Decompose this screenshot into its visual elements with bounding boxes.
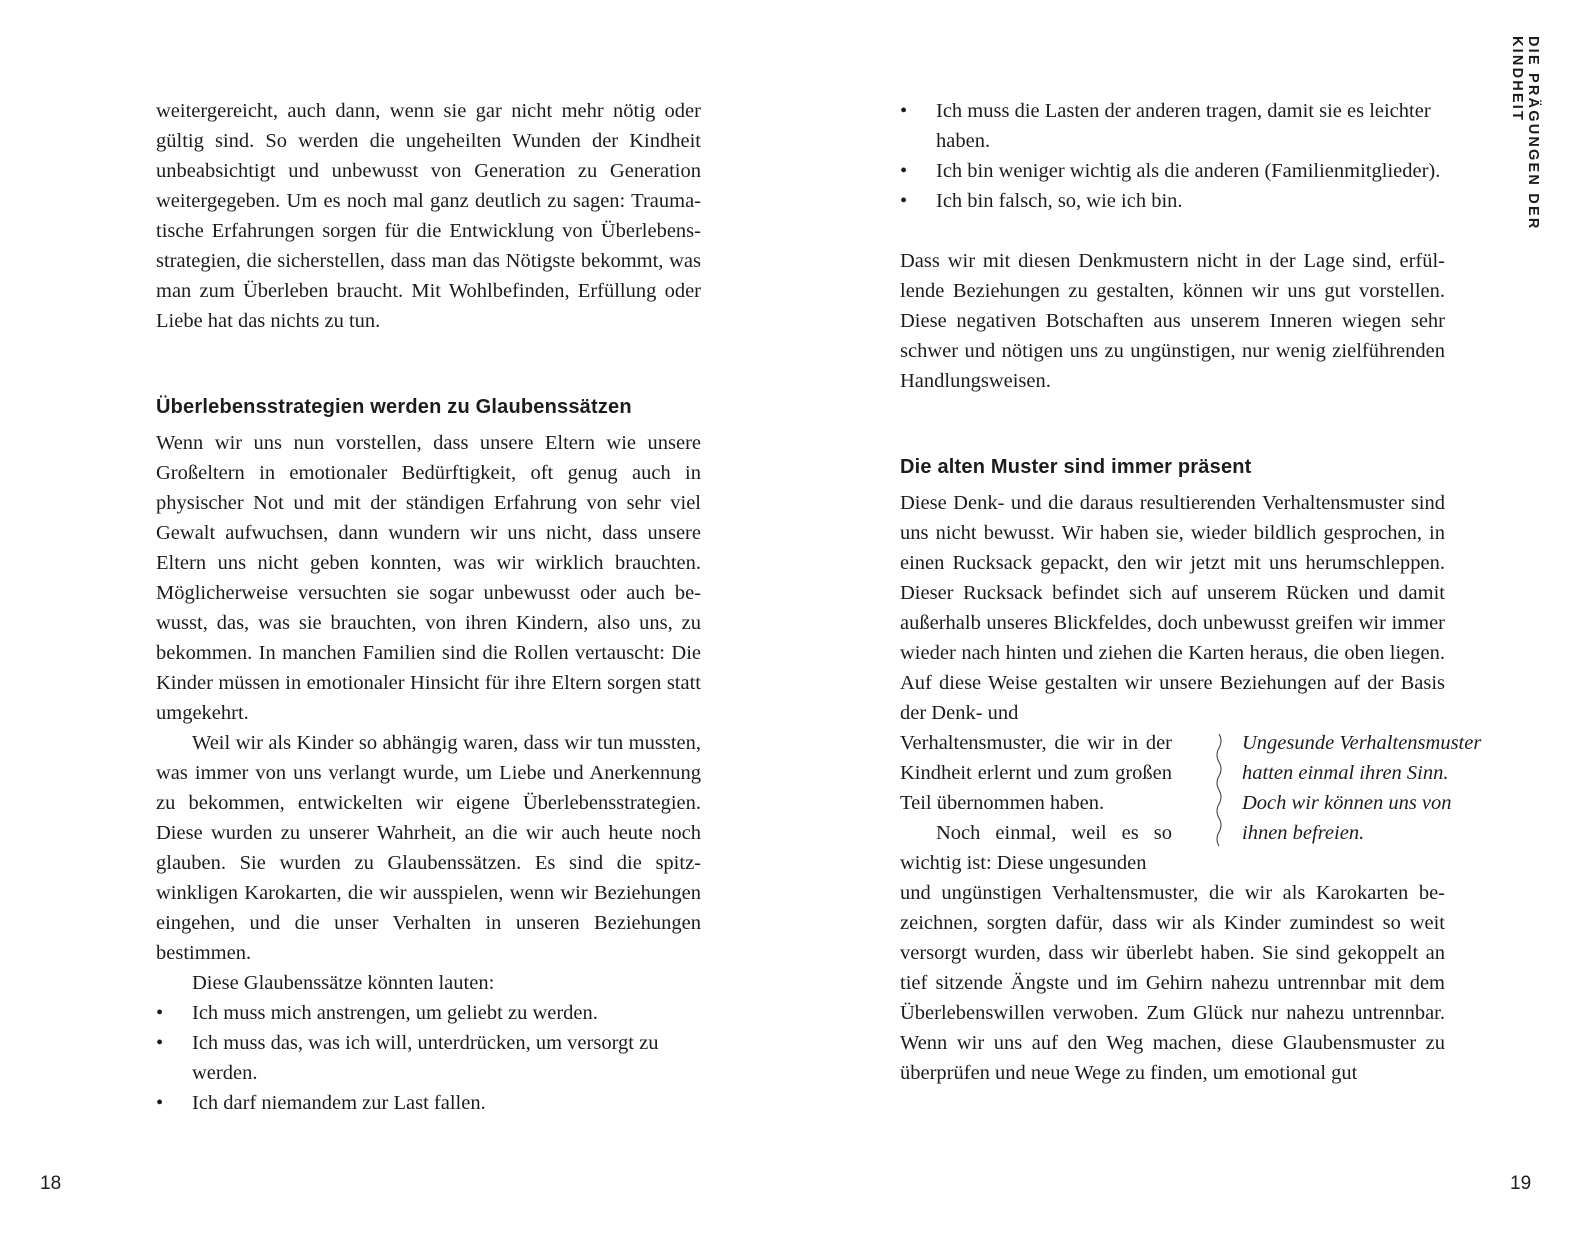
list-item: • Ich muss mich anstrengen, um geliebt zu werden.	[156, 998, 701, 1028]
pull-quote-text: Ungesunde Verhaltensmuster hatten einmal ihren Sinn. Doch wir können uns von ihnen befreien.	[1242, 732, 1482, 844]
body-paragraph: und ungünstigen Verhaltensmuster, die wir als Karokarten bezeichnen, sorgten dafür, dass wir als Kinder zumindest so weit versorgt wurden, dass wir überlebt haben. Sie sind gekoppelt an tief sitzende Ängste und im Gehirn nahezu untrennbar mit dem Überlebenswillen verwoben. Zum Glück nur nahezu untrennbar. Wenn wir uns auf den Weg machen, diese Glaubensmuster zu überprüfen und neue Wege zu finden, um emotional gut	[900, 882, 1445, 1084]
pull-quote-wrap	[900, 728, 1482, 878]
body-paragraph: Dass wir mit diesen Denkmustern nicht in der Lage sind, erfüllende Beziehungen zu gestalten, können wir uns gut vorstellen. Diese negativen Botschaften aus unserem Inneren wiegen sehr schwer und nötigen uns zu ungünstigen, nur wenig zielführenden Handlungsweisen.	[900, 250, 1445, 392]
left-text-column	[156, 96, 701, 1118]
body-paragraph: Diese Glaubenssätze könnten lauten:	[192, 972, 495, 994]
list-item: • Ich muss das, was ich will, unterdrücken, um versorgt zu werden.	[156, 1028, 701, 1088]
body-paragraph: Weil wir als Kinder so abhängig waren, dass wir tun mussten, was immer von uns verlangt wurde, um Liebe und Anerkennung zu bekommen, entwickelten wir eigene Überlebensstrategien. Diese wurden zu unserer Wahrheit, an die wir auch heute noch glauben. Sie wurden zu Glaubenssätzen. Es sind die spitzwinkligen Karokarten, die wir ausspielen, wenn wir Beziehungen eingehen, und die unser Verhalten in unseren Beziehungen bestimmen.	[156, 732, 701, 964]
wavy-rule-icon	[1214, 734, 1224, 846]
page-number: 19	[1510, 1173, 1532, 1194]
belief-list	[156, 998, 701, 1118]
list-item: • Ich muss die Lasten der anderen tragen, damit sie es leichter haben.	[900, 96, 1445, 156]
body-paragraph: Wenn wir uns nun vorstellen, dass unsere Eltern wie unsere Großeltern in emotionaler Bedürftigkeit, oft genug auch in physischer Not und mit der ständigen Erfahrung von sehr viel Gewalt aufwuchsen, dann wundern wir uns nicht, dass unsere Eltern uns nicht geben konnten, was wir wirklich brauchten. Möglicherweise versuchten sie sogar unbewusst oder auch bewusst, das, was sie brauchten, von ihren Kindern, also uns, zu bekommen. In manchen Familien sind die Rollen vertauscht: Die Kinder müssen in emotionaler Hinsicht für ihre Eltern sorgen statt umgekehrt.	[156, 432, 701, 724]
right-text-column	[900, 96, 1482, 1088]
right-page	[797, 0, 1594, 1240]
page-number: 18	[40, 1173, 62, 1194]
running-head: DIE PRÄGUNGEN DER KINDHEIT	[1509, 36, 1541, 231]
body-paragraph: Diese Denk- und die daraus resultierenden Verhaltensmuster sind uns nicht bewusst. Wir haben sie, wieder bildlich gesprochen, in einen Rucksack gepackt, den wir jetzt mit uns herumschleppen. Dieser Rucksack befindet sich auf unserem Rücken und damit außerhalb unseres Blickfeldes, doch unbewusst greifen wir immer wieder nach hinten und ziehen die Karten heraus, die oben liegen. Auf diese Weise gestalten wir unsere Beziehungen auf der Basis der Denk- und	[900, 492, 1445, 724]
body-paragraph: Noch einmal, weil es so wichtig ist: Diese ungesunden	[900, 822, 1172, 874]
list-item: • Ich bin weniger wichtig als die anderen (Familienmitglieder).	[900, 156, 1445, 186]
section-heading: Überlebensstrategien werden zu Glaubenssätzen	[156, 396, 632, 418]
belief-list-continued	[900, 96, 1445, 216]
list-item: • Ich darf niemandem zur Last fallen.	[156, 1088, 701, 1118]
body-paragraph: Verhaltensmuster, die wir in der Kindheit erlernt und zum großen Teil übernommen haben.	[900, 732, 1172, 814]
list-item: • Ich bin falsch, so, wie ich bin.	[900, 186, 1445, 216]
section-heading: Die alten Muster sind immer präsent	[900, 456, 1252, 478]
pull-quote	[1214, 728, 1492, 848]
intro-paragraph: weitergereicht, auch dann, wenn sie gar nicht mehr nötig oder gültig sind. So werden die ungeheilten Wunden der Kindheit unbeabsichtigt und unbewusst von Generation zu Generation weitergegeben. Um es noch mal ganz deutlich zu sagen: Traumatische Erfahrungen sorgen für die Entwicklung von Überlebensstrategien, die sicherstellen, dass man das Nötigste bekommt, was man zum Überleben braucht. Mit Wohlbefinden, Erfüllung oder Liebe hat das nichts zu tun.	[156, 100, 701, 332]
